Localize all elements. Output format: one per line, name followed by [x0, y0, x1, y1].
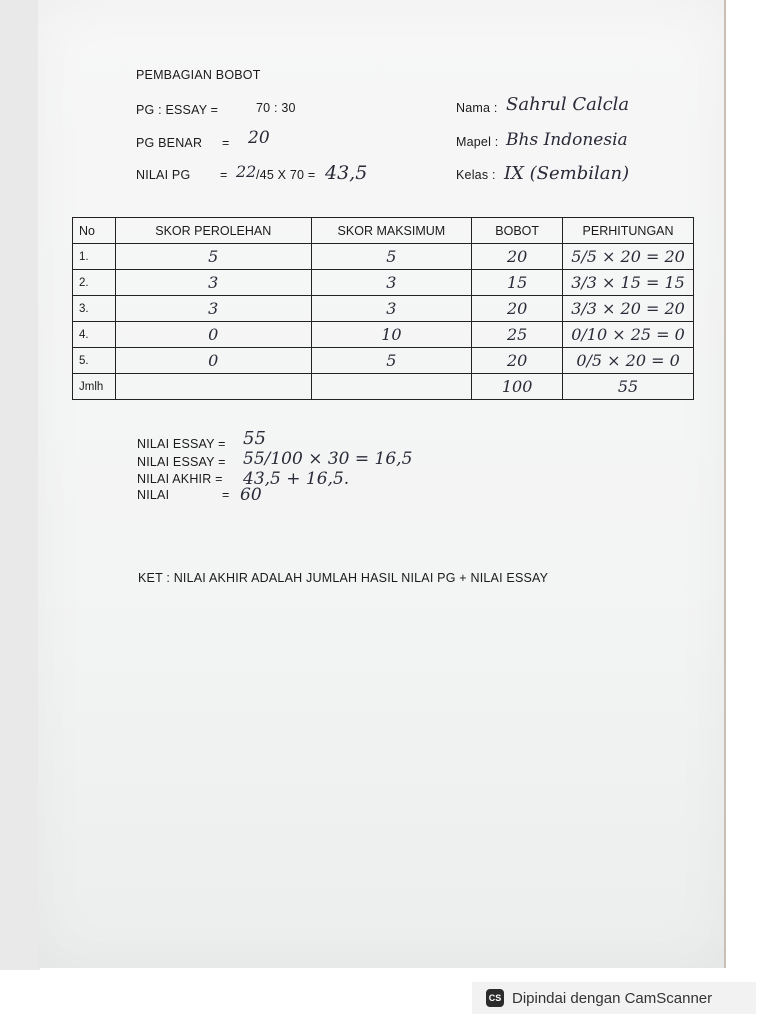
nilai-eq: = — [222, 488, 230, 502]
essay-value-2: 55/100 × 30 = 16,5 — [243, 449, 413, 469]
camscanner-text: Dipindai dengan CamScanner — [512, 989, 713, 1007]
table-row — [73, 244, 694, 270]
row-no: 1. — [73, 244, 116, 270]
row-maks: 5 — [311, 244, 472, 270]
row-bobot: 25 — [472, 322, 563, 348]
row-no: 2. — [73, 270, 116, 296]
essay-label-2: NILAI ESSAY = — [137, 455, 226, 469]
table-row — [73, 296, 694, 322]
nilai-label: NILAI — [137, 488, 170, 502]
table-header-row — [73, 218, 694, 244]
camscanner-badge — [472, 982, 756, 1014]
row-no: 5. — [73, 348, 116, 374]
essay-label-1: NILAI ESSAY = — [137, 437, 226, 451]
total-maks-empty — [311, 374, 472, 400]
score-table — [72, 217, 694, 400]
row-skor: 0 — [115, 322, 311, 348]
kelas-label: Kelas : — [456, 168, 496, 182]
header-bobot: BOBOT — [472, 218, 563, 244]
header-perhitungan: PERHITUNGAN — [563, 218, 694, 244]
mapel-label: Mapel : — [456, 135, 499, 149]
pg-essay-label: PG : ESSAY = — [136, 103, 219, 117]
row-calc: 0/5 × 20 = 0 — [563, 348, 694, 374]
nilai-pg-label: NILAI PG — [136, 168, 191, 182]
header-no: No — [73, 218, 116, 244]
mapel-value: Bhs Indonesia — [506, 130, 628, 150]
row-calc: 5/5 × 20 = 20 — [563, 244, 694, 270]
nilai-pg-eq: = — [220, 168, 228, 182]
ket-note: KET : NILAI AKHIR ADALAH JUMLAH HASIL NILAI PG + NILAI ESSAY — [138, 571, 549, 585]
row-skor: 3 — [115, 296, 311, 322]
camscanner-logo-icon: CS — [486, 989, 504, 1007]
pg-benar-eq: = — [222, 136, 230, 150]
total-calc: 55 — [563, 374, 694, 400]
page-title: PEMBAGIAN BOBOT — [136, 68, 261, 82]
row-skor: 0 — [115, 348, 311, 374]
row-bobot: 20 — [472, 296, 563, 322]
pg-benar-value: 20 — [248, 128, 270, 148]
header-skor-perolehan: SKOR PEROLEHAN — [115, 218, 311, 244]
nama-value: Sahrul Calcla — [506, 94, 630, 115]
total-skor-empty — [115, 374, 311, 400]
row-maks: 10 — [311, 322, 472, 348]
nilai-pg-hand: 22 — [236, 162, 257, 181]
nilai-pg-result: 43,5 — [325, 162, 368, 184]
nilai-value: 60 — [240, 485, 262, 505]
row-no: 4. — [73, 322, 116, 348]
akhir-label: NILAI AKHIR = — [137, 472, 223, 486]
pg-essay-value: 70 : 30 — [256, 101, 296, 115]
total-label: Jmlh — [73, 374, 116, 400]
pg-benar-label: PG BENAR — [136, 136, 203, 150]
row-maks: 3 — [311, 296, 472, 322]
table-row — [73, 322, 694, 348]
row-bobot: 15 — [472, 270, 563, 296]
nama-label: Nama : — [456, 101, 498, 115]
nilai-pg-formula: /45 X 70 = — [256, 168, 316, 182]
row-maks: 3 — [311, 270, 472, 296]
akhir-value: 43,5 + 16,5. — [243, 469, 350, 489]
row-skor: 3 — [115, 270, 311, 296]
row-calc: 3/3 × 20 = 20 — [563, 296, 694, 322]
row-skor: 5 — [115, 244, 311, 270]
kelas-value: IX (Sembilan) — [504, 163, 630, 184]
table-row — [73, 348, 694, 374]
row-calc: 3/3 × 15 = 15 — [563, 270, 694, 296]
row-maks: 5 — [311, 348, 472, 374]
scan-background-left — [0, 0, 40, 970]
row-calc: 0/10 × 25 = 0 — [563, 322, 694, 348]
header-skor-maksimum: SKOR MAKSIMUM — [311, 218, 472, 244]
row-no: 3. — [73, 296, 116, 322]
row-bobot: 20 — [472, 348, 563, 374]
scan-background-right — [722, 0, 768, 970]
essay-value-1: 55 — [243, 428, 266, 449]
row-bobot: 20 — [472, 244, 563, 270]
table-total-row — [73, 374, 694, 400]
table-row — [73, 270, 694, 296]
total-bobot: 100 — [472, 374, 563, 400]
